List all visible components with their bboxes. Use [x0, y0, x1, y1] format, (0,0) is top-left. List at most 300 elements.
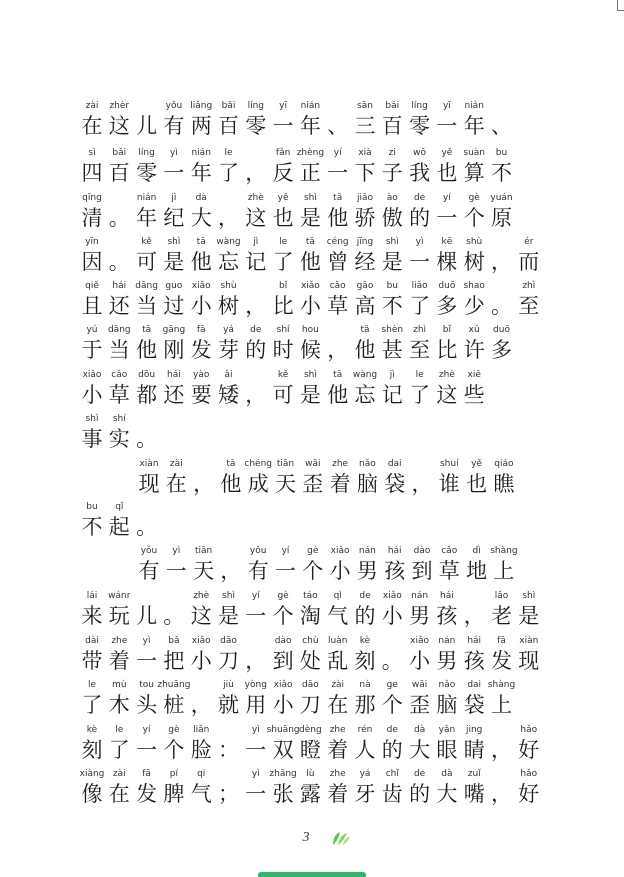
pinyin-syllable: zài [331, 680, 345, 690]
hanzi-character: 大 [409, 738, 431, 762]
pinyin-syllable: tā [360, 325, 370, 335]
hanzi-character: 要 [190, 383, 212, 407]
hanzi-character: 是 [218, 604, 239, 628]
pinyin-syllable: nà [359, 680, 371, 690]
pinyin-syllable: zhè [247, 193, 264, 203]
pinyin-syllable: mù [112, 680, 127, 690]
bottom-progress-bar [258, 872, 366, 877]
pinyin-syllable: qiě [85, 281, 99, 291]
hanzi-character: 在 [108, 782, 130, 806]
pinyin-syllable: yuán [490, 193, 513, 203]
hanzi-character: 。 [381, 649, 403, 673]
pinyin-syllable: zuǐ [467, 769, 481, 779]
pinyin-syllable: shí [276, 325, 290, 335]
hanzi-character: 歪 [409, 693, 431, 717]
pinyin-syllable: hǎo [520, 725, 538, 735]
hanzi-character: 比 [436, 338, 458, 362]
hanzi-character: 的 [354, 604, 376, 628]
hanzi-character: 芽 [218, 338, 239, 362]
hanzi-character: 零 [409, 114, 431, 138]
pinyin-syllable: tiān [276, 459, 295, 469]
pinyin-syllable: luàn [327, 636, 348, 646]
hanzi-character: 着 [108, 649, 130, 673]
hanzi-character: 地 [466, 559, 488, 583]
hanzi-character: 于 [81, 338, 103, 362]
hanzi-character: 年 [299, 114, 321, 138]
pinyin-syllable: ǎi [224, 370, 233, 380]
hanzi-character: ， [245, 161, 267, 185]
hanzi-character: 头 [136, 693, 158, 717]
pinyin-syllable: tā [142, 325, 152, 335]
pinyin-syllable: wǒ [413, 148, 427, 158]
pinyin-syllable: kè [86, 725, 98, 735]
hanzi-character: 一 [275, 559, 296, 583]
hanzi-character: 处 [299, 649, 321, 673]
pinyin-syllable: hái [167, 370, 181, 380]
pinyin-syllable: shì [303, 193, 317, 203]
pinyin-syllable: hái [387, 546, 402, 556]
pinyin-syllable: hou [301, 325, 319, 335]
hanzi-character: 。 [163, 604, 185, 628]
hanzi-character: 高 [354, 294, 376, 318]
pinyin-syllable: cǎo [329, 281, 346, 291]
hanzi-character: 、 [327, 114, 349, 138]
hanzi-character: 树 [463, 250, 485, 274]
hanzi-character: 草 [108, 383, 130, 407]
hanzi-character: 当 [108, 338, 130, 362]
hanzi-character: 带 [81, 649, 103, 673]
pinyin-syllable: xiǎo [82, 370, 102, 380]
pinyin-syllable: le [279, 237, 288, 247]
pinyin-syllable: dà [413, 725, 426, 735]
hanzi-character: 来 [81, 604, 103, 628]
pinyin-syllable: bǎi [221, 101, 236, 111]
hanzi-character: 眼 [436, 738, 458, 762]
hanzi-character: 气 [327, 604, 349, 628]
hanzi-character: 甚 [381, 338, 403, 362]
pinyin-syllable: dāo [302, 680, 319, 690]
hanzi-character: 是 [163, 250, 185, 274]
pinyin-syllable: shì [303, 370, 317, 380]
hanzi-character: ， [491, 250, 512, 274]
hanzi-character: 。 [136, 515, 158, 539]
hanzi-character: 着 [327, 782, 349, 806]
pinyin-syllable: hái [440, 591, 454, 601]
pinyin-syllable: de [359, 591, 371, 601]
pinyin-syllable: shì [522, 591, 536, 601]
hanzi-character: 都 [136, 383, 158, 407]
hanzi-character: 脑 [436, 693, 458, 717]
pinyin-syllable: le [415, 370, 424, 380]
pinyin-syllable: gè [307, 546, 319, 556]
hanzi-character: 可 [272, 383, 294, 407]
hanzi-character: 纪 [163, 206, 185, 230]
pinyin-syllable: yě [441, 148, 453, 158]
hanzi-character: 了 [409, 294, 431, 318]
hanzi-character: 许 [463, 338, 485, 362]
hanzi-character: 个 [381, 693, 403, 717]
pinyin-syllable: xiàng [79, 769, 105, 779]
pinyin-syllable: guo [165, 281, 183, 291]
hanzi-character: 了 [272, 250, 294, 274]
hanzi-character: 到 [272, 649, 294, 673]
hanzi-character: 儿 [136, 604, 158, 628]
pinyin-syllable: tiān [194, 546, 213, 556]
pinyin-syllable: qǐ [115, 502, 124, 512]
hanzi-character: 在 [81, 114, 103, 138]
hanzi-character: 。 [136, 427, 158, 451]
hanzi-character: 有 [247, 559, 269, 583]
pinyin-syllable: xiǎo [191, 281, 211, 291]
pinyin-syllable: tā [333, 193, 343, 203]
pinyin-syllable: tā [305, 237, 315, 247]
pinyin-syllable: fā [196, 325, 206, 335]
hanzi-character: 气 [190, 782, 212, 806]
hanzi-character: 至 [409, 338, 431, 362]
hanzi-character: 男 [356, 559, 378, 583]
pinyin-syllable: lái [86, 591, 98, 601]
hanzi-character: 小 [329, 559, 351, 583]
hanzi-character: 实 [108, 427, 130, 451]
hanzi-character: 不 [81, 515, 103, 539]
pinyin-syllable: suàn [463, 148, 485, 158]
hanzi-character: 事 [81, 427, 103, 451]
pinyin-syllable: liǎng [190, 101, 213, 111]
pinyin-syllable: zhe [329, 769, 346, 779]
hanzi-character: 脑 [356, 472, 378, 496]
pinyin-syllable: fā [497, 636, 506, 646]
pinyin-syllable: yào [193, 370, 210, 380]
pinyin-syllable: yá [223, 325, 234, 335]
hanzi-character: 这 [436, 383, 458, 407]
pinyin-syllable: xiǎo [382, 591, 402, 601]
pinyin-syllable: dào [274, 636, 292, 646]
hanzi-character: 他 [220, 472, 242, 496]
hanzi-character: 他 [327, 206, 349, 230]
hanzi-character: 牙 [354, 782, 376, 806]
hanzi-character: 一 [409, 250, 431, 274]
hanzi-character: 百 [108, 161, 130, 185]
pinyin-syllable: yú [86, 325, 98, 335]
hanzi-character: 因 [81, 250, 103, 274]
hanzi-character: 、 [491, 114, 512, 138]
leaf-icon [331, 829, 351, 847]
pinyin-syllable: nián [300, 101, 321, 111]
pinyin-syllable: yīn [85, 237, 99, 247]
hanzi-character: 木 [108, 693, 130, 717]
hanzi-character: 下 [354, 161, 376, 185]
pinyin-syllable: le [87, 680, 97, 690]
hanzi-character: 孩 [463, 649, 485, 673]
pinyin-syllable: shao [463, 281, 485, 291]
hanzi-character: 发 [190, 338, 212, 362]
hanzi-character: 一 [245, 738, 267, 762]
hanzi-character: 瞪 [299, 738, 321, 762]
pinyin-syllable: yī [442, 101, 451, 111]
pinyin-syllable: tā [333, 370, 343, 380]
pinyin-syllable: dai [387, 459, 402, 469]
hanzi-character: 儿 [136, 114, 158, 138]
hanzi-character: 大 [190, 206, 212, 230]
hanzi-character: 男 [436, 649, 458, 673]
hanzi-character: 多 [491, 338, 512, 362]
hanzi-character: 歪 [302, 472, 324, 496]
hanzi-character: 的 [245, 338, 267, 362]
pinyin-syllable: duō [438, 281, 456, 291]
pinyin-syllable: nǎo [438, 680, 456, 690]
hanzi-character: 零 [245, 114, 267, 138]
hanzi-character: 起 [108, 515, 130, 539]
pinyin-syllable: shuí [439, 459, 459, 469]
hanzi-character: 发 [491, 649, 512, 673]
pinyin-syllable: wánr [108, 591, 131, 601]
pinyin-syllable: jì [253, 237, 259, 247]
pinyin-syllable: ge [386, 680, 398, 690]
pinyin-syllable: yì [169, 148, 178, 158]
hanzi-character: ， [190, 693, 212, 717]
pinyin-syllable: gè [168, 725, 180, 735]
pinyin-syllable: zhuāng [157, 680, 191, 690]
hanzi-character: 有 [163, 114, 185, 138]
pinyin-syllable: le [115, 725, 124, 735]
hanzi-character: 算 [463, 161, 485, 185]
hanzi-character: 到 [411, 559, 433, 583]
hanzi-character: 一 [163, 161, 185, 185]
hanzi-character: ， [327, 338, 349, 362]
pinyin-syllable: yí [333, 148, 342, 158]
pinyin-syllable: xǔ [468, 325, 480, 335]
pinyin-syllable: yì [415, 237, 424, 247]
pinyin-syllable: xiǎo [191, 636, 211, 646]
pinyin-syllable: le [224, 148, 233, 158]
hanzi-character: 是 [299, 206, 321, 230]
hanzi-character: 候 [299, 338, 321, 362]
pinyin-syllable: shí [112, 414, 126, 424]
hanzi-character: 当 [136, 294, 158, 318]
hanzi-character: 我 [409, 161, 431, 185]
pinyin-syllable: xiàn [519, 636, 539, 646]
hanzi-character: 个 [302, 559, 324, 583]
hanzi-character: 现 [138, 472, 160, 496]
pinyin-syllable: zài [85, 101, 99, 111]
hanzi-character: 天 [275, 472, 296, 496]
hanzi-character: 这 [245, 206, 267, 230]
hanzi-character: 像 [81, 782, 103, 806]
pinyin-syllable: gāng [162, 325, 186, 335]
hanzi-character: 好 [518, 782, 540, 806]
hanzi-character: 忘 [218, 250, 239, 274]
pinyin-syllable: qì [333, 591, 342, 601]
hanzi-character: 他 [299, 250, 321, 274]
pinyin-syllable: pí [169, 769, 178, 779]
hanzi-character: 现 [518, 649, 540, 673]
pinyin-syllable: cǎo [111, 370, 128, 380]
hanzi-character: 且 [81, 294, 103, 318]
hanzi-character: 他 [190, 250, 212, 274]
hanzi-character: 年 [136, 206, 158, 230]
pinyin-syllable: shuāng [266, 725, 300, 735]
hanzi-character: 了 [409, 383, 431, 407]
pinyin-syllable: qīng [82, 193, 102, 203]
pinyin-syllable: yě [471, 459, 483, 469]
hanzi-character: 两 [190, 114, 212, 138]
hanzi-character: 是 [381, 250, 403, 274]
pinyin-syllable: dōu [138, 370, 156, 380]
hanzi-character: 清 [81, 206, 103, 230]
pinyin-syllable: xiǎo [273, 680, 293, 690]
hanzi-character: 零 [136, 161, 158, 185]
pinyin-syllable: bǐ [442, 325, 451, 335]
hanzi-character: 年 [463, 114, 485, 138]
pinyin-syllable: shàng [487, 680, 516, 690]
corner-crop-mark [617, 0, 624, 11]
hanzi-character: 草 [327, 294, 349, 318]
hanzi-character: 时 [272, 338, 294, 362]
pinyin-syllable: shì [167, 237, 181, 247]
hanzi-character: 小 [299, 294, 321, 318]
hanzi-character: 就 [218, 693, 239, 717]
pinyin-syllable: jīng [356, 237, 374, 247]
pinyin-syllable: zhe [332, 459, 349, 469]
hanzi-character: 比 [272, 294, 294, 318]
pinyin-syllable: shì [85, 414, 99, 424]
hanzi-character: 个 [463, 206, 485, 230]
hanzi-character: 的 [381, 738, 403, 762]
pinyin-syllable: jing [465, 725, 483, 735]
pinyin-syllable: nán [358, 546, 376, 556]
pinyin-syllable: táo [303, 591, 318, 601]
hanzi-character: 一 [272, 114, 294, 138]
hanzi-character: 乱 [327, 649, 349, 673]
hanzi-character: 这 [108, 114, 130, 138]
hanzi-character: 百 [381, 114, 403, 138]
pinyin-syllable: dì [472, 546, 481, 556]
hanzi-character: 淘 [299, 604, 321, 628]
pinyin-syllable: nǎo [359, 459, 376, 469]
pinyin-syllable: sān [357, 101, 373, 111]
pinyin-syllable: shàng [490, 546, 518, 556]
pinyin-syllable: yě [277, 193, 289, 203]
pinyin-syllable: yí [251, 591, 260, 601]
pinyin-syllable: kē [441, 237, 453, 247]
hanzi-character: 谁 [438, 472, 460, 496]
pinyin-syllable: zhe [111, 636, 128, 646]
pinyin-syllable: chǐ [385, 769, 399, 779]
pinyin-syllable: xiē [467, 370, 481, 380]
pinyin-syllable: zhè [438, 370, 455, 380]
hanzi-character: 刀 [299, 693, 321, 717]
hanzi-character: 一 [245, 604, 267, 628]
hanzi-character: 好 [518, 738, 540, 762]
hanzi-character: 双 [272, 738, 294, 762]
pinyin-syllable: bǎi [385, 101, 400, 111]
hanzi-character: 。 [108, 206, 130, 230]
pinyin-syllable: zhèr [109, 101, 130, 111]
hanzi-character: 个 [272, 604, 294, 628]
pinyin-syllable: xiàn [139, 459, 159, 469]
pinyin-syllable: wàng [352, 370, 378, 380]
pinyin-syllable: yǎn [438, 725, 456, 735]
pinyin-syllable: shì [222, 591, 235, 601]
hanzi-character: 四 [81, 161, 103, 185]
hanzi-character: 了 [108, 738, 130, 762]
hanzi-character: 的 [409, 782, 431, 806]
hanzi-character: 小 [272, 693, 294, 717]
hanzi-character: 原 [491, 206, 512, 230]
pinyin-syllable: yī [279, 101, 288, 111]
pinyin-syllable: yí [442, 193, 451, 203]
hanzi-character: 桩 [163, 693, 185, 717]
pinyin-syllable: kě [277, 370, 289, 380]
hanzi-character: 小 [190, 649, 212, 673]
pinyin-syllable: lù [306, 769, 315, 779]
hanzi-character: 小 [409, 649, 431, 673]
hanzi-character: 骄 [354, 206, 376, 230]
pinyin-syllable: céng [326, 237, 349, 247]
pinyin-syllable: dài [85, 636, 99, 646]
hanzi-character: 一 [436, 114, 458, 138]
pinyin-syllable: hái [112, 281, 127, 291]
hanzi-character: 小 [81, 383, 103, 407]
hanzi-character: 少 [463, 294, 485, 318]
hanzi-character: 小 [381, 604, 403, 628]
pinyin-syllable: líng [411, 101, 428, 111]
hanzi-character: 小 [190, 294, 212, 318]
page-number: 3 [302, 830, 310, 845]
hanzi-character: 至 [518, 294, 540, 318]
pinyin-syllable: nián [464, 101, 484, 111]
hanzi-character: 袋 [384, 472, 406, 496]
hanzi-character: 曾 [327, 250, 349, 274]
pinyin-syllable: shèn [381, 325, 404, 335]
hanzi-character: 齿 [381, 782, 403, 806]
pinyin-syllable: gè [468, 193, 480, 203]
hanzi-character: 天 [193, 559, 215, 583]
pinyin-syllable: bǎi [112, 148, 127, 158]
pinyin-syllable: yì [251, 725, 260, 735]
pinyin-syllable: líng [138, 148, 155, 158]
hanzi-character: ， [218, 206, 239, 230]
hanzi-character: 他 [354, 338, 376, 362]
hanzi-character: 也 [272, 206, 294, 230]
hanzi-character: 也 [436, 161, 458, 185]
pinyin-syllable: qiáo [494, 459, 514, 469]
hanzi-character: 用 [245, 693, 267, 717]
hanzi-character: 傲 [381, 206, 403, 230]
hanzi-character: 瞧 [493, 472, 515, 496]
hanzi-character: 记 [245, 250, 267, 274]
hanzi-character: 睛 [463, 738, 485, 762]
hanzi-character: ， [245, 649, 267, 673]
pinyin-syllable: fǎn [275, 148, 291, 158]
hanzi-character: ， [245, 383, 267, 407]
pinyin-syllable: jiāo [356, 193, 374, 203]
hanzi-character: 而 [518, 250, 540, 274]
hanzi-character: 。 [108, 250, 130, 274]
pinyin-syllable: chù [302, 636, 319, 646]
hanzi-character: ， [193, 472, 215, 496]
hanzi-character: 还 [108, 294, 130, 318]
hanzi-character: 也 [466, 472, 488, 496]
hanzi-character: 一 [136, 738, 158, 762]
hanzi-character: 刻 [81, 738, 103, 762]
hanzi-character: 在 [165, 472, 187, 496]
hanzi-character: 百 [218, 114, 239, 138]
pinyin-syllable: dà [441, 769, 453, 779]
pinyin-syllable: dèng [299, 725, 322, 735]
hanzi-character: 刻 [354, 649, 376, 673]
hanzi-character: 那 [354, 693, 376, 717]
